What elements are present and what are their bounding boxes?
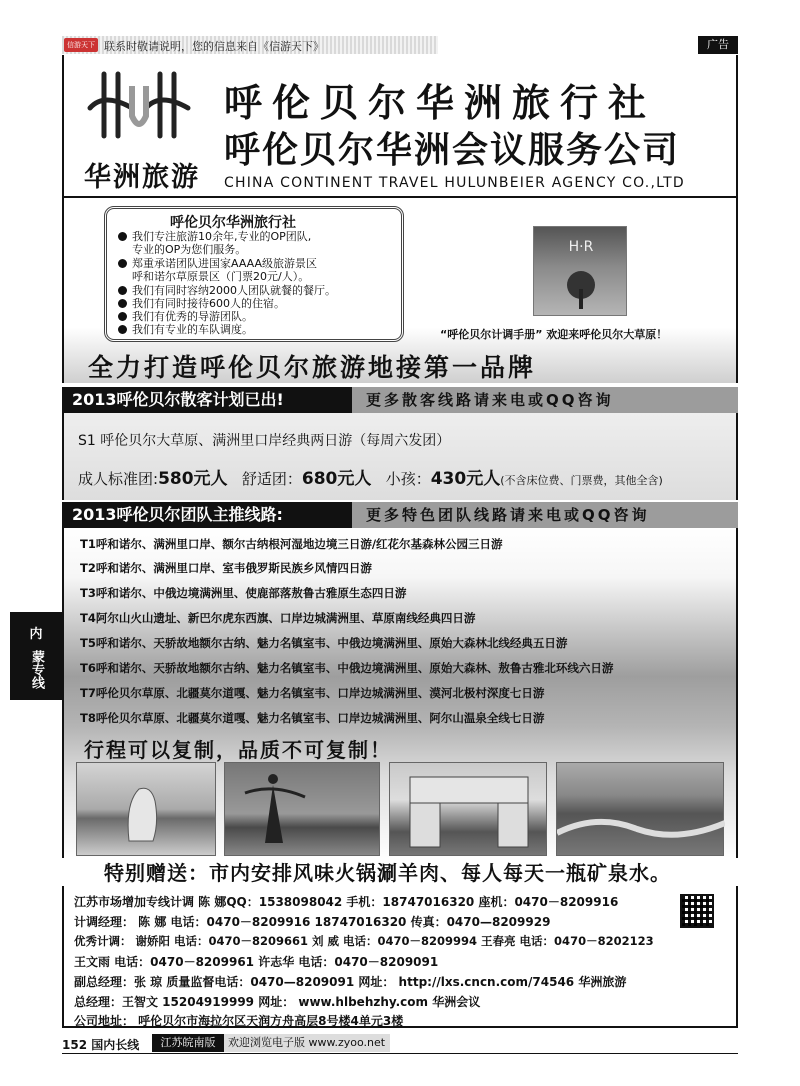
- special-gift: 特别赠送：市内安排风味火锅涮羊肉、每人每天一瓶矿泉水。: [104, 861, 671, 885]
- gate-icon: [390, 763, 548, 857]
- route-t7: T7呼伦贝尔草原、北疆莫尔道嘎、魅力名镇室韦、口岸边城满洲里、漠河北极村深度七日游: [80, 686, 545, 700]
- team-routes-heading: 2013呼伦贝尔团队主推线路:: [62, 502, 352, 528]
- border-gate-photo: [389, 762, 547, 856]
- page-number: 152 国内长线: [62, 1038, 140, 1052]
- route-t3: T3呼和诺尔、中俄边境满洲里、使鹿部落敖鲁古雅原生态四日游: [80, 586, 407, 600]
- e-edition-link[interactable]: 欢迎浏览电子版 www.zyoo.net: [224, 1034, 390, 1052]
- logo-caption: 华洲旅游: [84, 162, 200, 193]
- route-t2: T2呼和诺尔、满洲里口岸、室韦俄罗斯民族乡风情四日游: [80, 561, 372, 575]
- route-t4: T4阿尔山火山遗址、新巴尔虎东西旗、口岸边城满洲里、草原南线经典四日游: [80, 611, 476, 625]
- route-t5: T5呼和诺尔、天骄故地额尔古纳、魅力名镇室韦、中俄边境满洲里、原始大森林北线经典五日游: [80, 636, 568, 650]
- s1-route: S1 呼伦贝尔大草原、满洲里口岸经典两日游（每周六发团）: [78, 433, 451, 449]
- english-name: CHINA CONTINENT TRAVEL HULUNBEIER AGENCY CO.,LTD: [224, 175, 685, 191]
- adult-label: 成人标准团:: [78, 470, 159, 488]
- ad-tag: 广告: [698, 36, 738, 54]
- river-grassland-photo: [556, 762, 724, 856]
- contact-line-gm: 总经理：王智文 15204919999 网址： www.hlbehzhy.com 华洲会议: [74, 995, 481, 1009]
- contact-line-deputy: 副总经理：张 琼 质量监督电话：0470—8209091 网址： http://lxs.cncn.com/74546 华洲旅游: [74, 975, 627, 989]
- intro-bullet: 我们有同时容纳2000人团队就餐的餐厅。: [118, 284, 336, 297]
- team-routes-subheading: 更多特色团队线路请来电或QQ咨询: [352, 502, 738, 528]
- child-price: 430元人: [430, 469, 501, 489]
- tree-icon: [534, 227, 628, 317]
- scroll-title: 呼伦贝尔华洲旅行社: [170, 215, 296, 231]
- source-note: 联系时敬请说明，您的信息来自《信游天下》: [104, 40, 324, 53]
- edition-tag: 江苏皖南版: [152, 1034, 224, 1052]
- dancer-statue-photo: [224, 762, 380, 856]
- intro-bullet: 郑重承诺团队进国家AAAA级旅游景区: [118, 257, 317, 270]
- travel-agency-title: 呼伦贝尔华洲旅行社: [224, 81, 657, 125]
- svg-text:H·R: H·R: [568, 239, 594, 255]
- conference-company-title: 呼伦贝尔华洲会议服务公司: [224, 130, 681, 171]
- contact-line-planners-2: 王文雨 电话：0470－8209961 许志华 电话：0470－8209091: [74, 955, 439, 969]
- bullet-dot-icon: [118, 325, 127, 334]
- route-t1: T1呼和诺尔、满洲里口岸、额尔古纳根河湿地边境三日游/红花尔基森林公园三日游: [80, 537, 503, 551]
- river-icon: [557, 763, 725, 857]
- price-row: [78, 464, 663, 489]
- intro-bullet: 我们有优秀的导游团队。: [118, 310, 253, 323]
- stone-monument-photo: [76, 762, 216, 856]
- inner-mongolia-tab: [10, 612, 62, 700]
- scatter-plan-subheading: 更多散客线路请来电或QQ咨询: [352, 387, 738, 413]
- contact-line-address: 公司地址： 呼伦贝尔市海拉尔区天润方舟高层8号楼4单元3楼: [74, 1014, 404, 1028]
- bullet-dot-icon: [118, 312, 127, 321]
- magazine-logo: 信游天下: [64, 38, 98, 52]
- bullet-dot-icon: [118, 299, 127, 308]
- bullet-dot-icon: [118, 286, 127, 295]
- hua-zhou-logo-icon: [84, 66, 194, 154]
- bullet-dot-icon: [118, 259, 127, 268]
- intro-bullet: 我们专注旅游10余年,专业的OP团队,: [118, 230, 311, 243]
- contact-line-jiangsu: 江苏市场增加专线计调 陈 娜QQ：1538098042 手机：18747016320 座机：0470－8209916: [74, 895, 619, 909]
- intro-bullet-continued: 呼和诺尔草原景区（门票20元/人）。: [132, 270, 310, 283]
- footer-divider: [62, 1053, 738, 1054]
- qr-code-icon: [680, 894, 714, 928]
- side-tab-line-1: 内: [29, 627, 43, 642]
- route-t6: T6呼和诺尔、天骄故地额尔古纳、魅力名镇室韦、中俄边境满洲里、原始大森林、敖鲁古雅北环线六日游: [80, 661, 614, 675]
- side-tab-line-2: 蒙专线: [29, 649, 44, 689]
- intro-bullet: 我们有专业的车队调度。: [118, 323, 253, 336]
- adult-price: 580元人: [158, 469, 228, 489]
- dancer-icon: [225, 763, 381, 857]
- bullet-dot-icon: [118, 232, 127, 241]
- brand-slogan: 全力打造呼伦贝尔旅游地接第一品牌: [88, 353, 537, 382]
- contact-line-manager: 计调经理： 陈 娜 电话：0470－8209916 18747016320 传真：0470—8209929: [74, 915, 551, 929]
- child-note: (不含床位费、门票费，其他全含): [500, 474, 663, 487]
- intro-bullet: 我们有同时接待600人的住宿。: [118, 297, 285, 310]
- handbook-cover-image: [533, 226, 627, 316]
- handbook-caption: “呼伦贝尔计调手册” 欢迎来呼伦贝尔大草原！: [440, 328, 668, 341]
- intro-bullet-continued: 专业的OP为您们服务。: [132, 243, 247, 256]
- comfort-label: 舒适团：: [241, 470, 302, 488]
- contact-line-planners: 优秀计调： 谢娇阳 电话：0470－8209661 刘 威 电话：0470－8209994 王春亮 电话：0470－8202123: [74, 934, 654, 948]
- child-label: 小孩：: [385, 470, 431, 488]
- comfort-price: 680元人: [301, 469, 372, 489]
- route-t8: T8呼伦贝尔草原、北疆莫尔道嘎、魅力名镇室韦、口岸边城满洲里、阿尔山温泉全线七日游: [80, 711, 545, 725]
- scatter-plan-heading: 2013呼伦贝尔散客计划已出!: [62, 387, 352, 413]
- monument-icon: [77, 763, 217, 857]
- quality-slogan: 行程可以复制，品质不可复制！: [84, 738, 392, 762]
